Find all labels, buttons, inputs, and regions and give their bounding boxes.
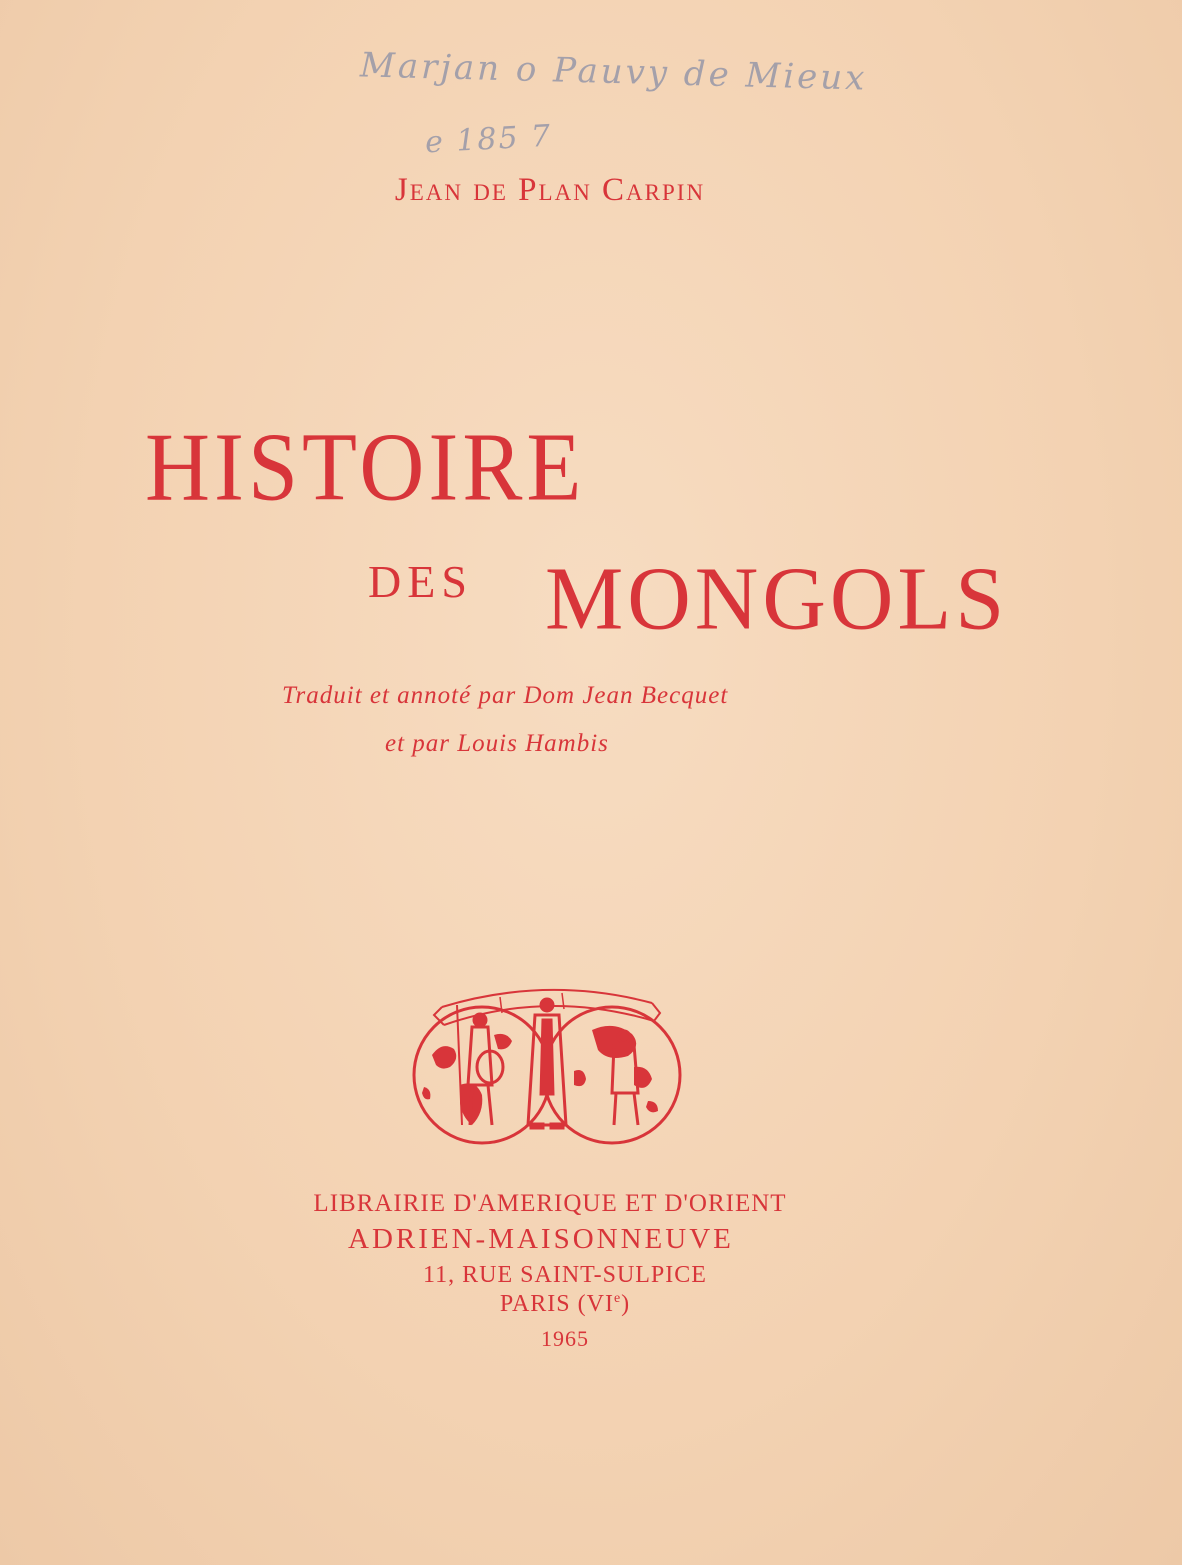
pencil-inscription-line-1: Marjan o Pauvy de Mieux: [359, 45, 868, 99]
publication-year: 1965: [541, 1326, 589, 1351]
publisher-name: LIBRAIRIE D'AMERIQUE ET D'ORIENT: [313, 1190, 787, 1217]
publisher-city-close: ): [621, 1291, 631, 1317]
title-word-des: DES: [368, 556, 473, 607]
publisher-city: [15, 1291, 1115, 1318]
translator-line-1: Traduit et annoté par Dom Jean Becquet: [282, 682, 729, 709]
publisher-city-text: PARIS (VI: [499, 1291, 614, 1317]
author-name: Jean de Plan Carpin: [394, 172, 706, 208]
title-line-histoire: HISTOIRE: [145, 414, 586, 522]
publisher-address: 11, RUE SAINT-SULPICE: [423, 1262, 707, 1288]
publisher-house: ADRIEN-MAISONNEUVE: [348, 1223, 734, 1255]
title-word-mongols: MONGOLS: [545, 550, 1009, 649]
pencil-inscription-line-2: e 185 7: [424, 118, 554, 161]
publisher-globes-emblem-icon: [402, 975, 692, 1145]
translator-line-2: et par Louis Hambis: [385, 730, 609, 757]
publisher-city-superscript: e: [613, 1291, 622, 1306]
